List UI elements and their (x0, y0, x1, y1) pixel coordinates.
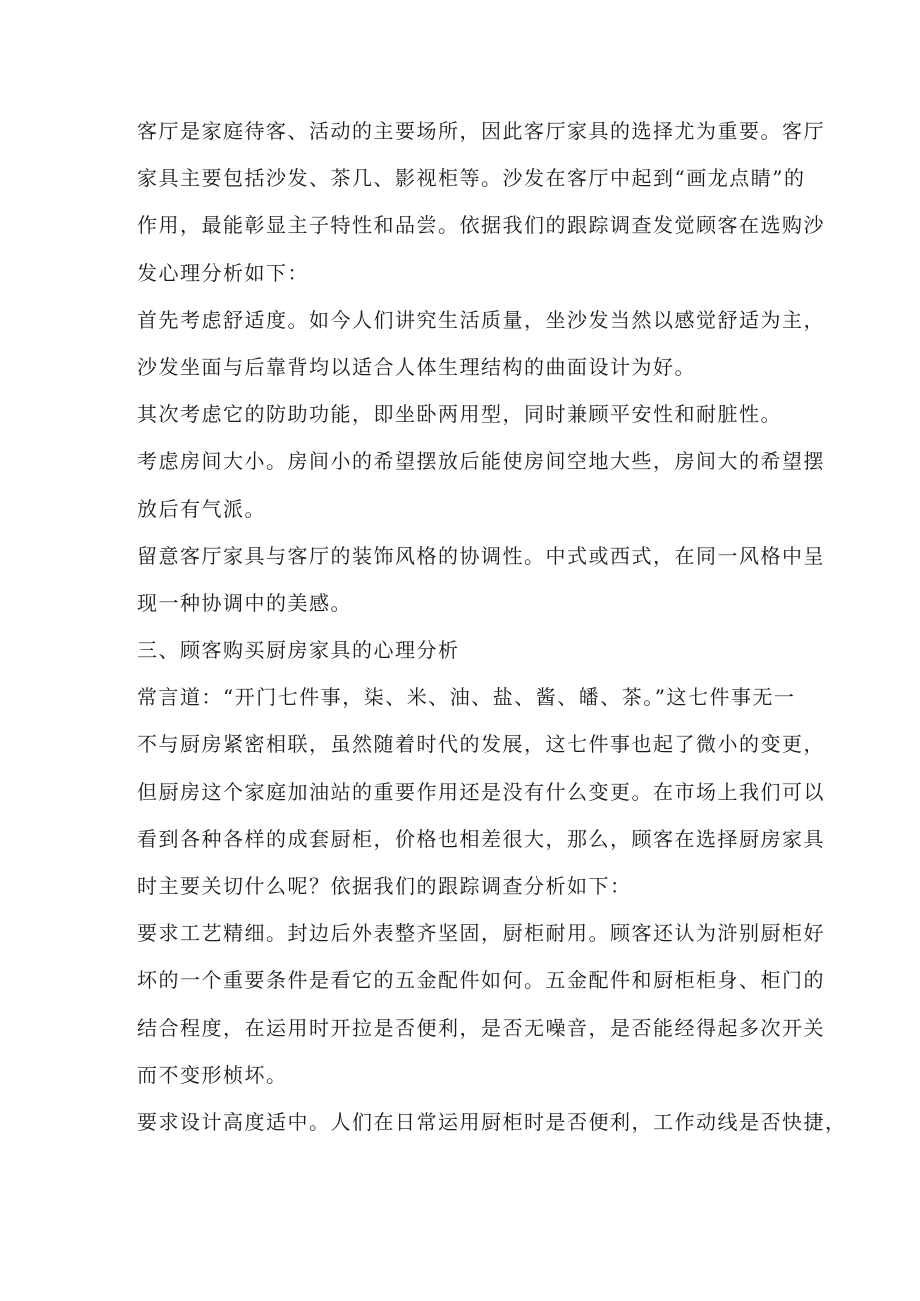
text-line: 考虑房间大小。房间小的希望摆放后能使房间空地大些，房间大的希望摆 (137, 449, 825, 474)
section-heading: 三、顾客购买厨房家具的心理分析 (137, 638, 460, 663)
text-line: 作用，最能彰显主子特性和品尝。依据我们的跟踪调查发觉顾客在选购沙 (137, 213, 825, 238)
text-line: 放后有气派。 (137, 496, 266, 521)
text-line: 发心理分析如下： (137, 260, 309, 285)
text-line: 时主要关切什么呢？依据我们的跟踪调查分析如下： (137, 874, 632, 898)
text-line: 但厨房这个家庭加油站的重要作用还是没有什么变更。在市场上我们可以 (137, 779, 825, 804)
text-line: 客厅是家庭待客、活动的主要场所，因此客厅家具的选择尤为重要。客厅 (137, 119, 825, 143)
document-body (137, 108, 847, 1146)
text-line: 而不变形桢坏。 (137, 1062, 288, 1087)
text-line: 其次考虑它的防助功能，即坐卧两用型，同时兼顾平安性和耐脏性。 (137, 402, 782, 427)
text-line: 沙发坐面与后靠背均以适合人体生理结构的曲面设计为好。 (137, 354, 696, 379)
text-line: 要求设计高度适中。人们在日常运用厨柜时是否便利，工作动线是否快捷， (137, 1109, 847, 1134)
text-line: 现一种协调中的美感。 (137, 590, 352, 615)
text-line: 常言道：“开门七件事，柒、米、油、盐、酱、皤、茶。”这七件事无一 (137, 685, 796, 710)
text-line: 看到各种各样的成套厨柜，价格也相差很大，那么，顾客在选择厨房家具 (137, 826, 825, 851)
text-line: 结合程度，在运用时开拉是否便利，是否无噪音，是否能经得起多次开关 (137, 1015, 825, 1040)
text-line: 要求工艺精细。封边后外表整齐坚固，厨柜耐用。顾客还认为浒别厨柜好 (137, 921, 825, 946)
text-line: 不与厨房紧密相联，虽然随着时代的发展，这七件事也起了微小的变更， (137, 732, 825, 757)
text-line: 坏的一个重要条件是看它的五金配件如何。五金配件和厨柜柜身、柜门的 (137, 968, 825, 993)
text-line: 首先考虑舒适度。如今人们讲究生活质量，坐沙发当然以感觉舒适为主， (137, 307, 825, 332)
text-line: 留意客厅家具与客厅的装饰风格的协调性。中式或西式，在同一风格中呈 (137, 543, 825, 568)
text-line: 家具主要包括沙发、茶几、影视柜等。沙发在客厅中起到“画龙点睛”的 (137, 166, 806, 191)
